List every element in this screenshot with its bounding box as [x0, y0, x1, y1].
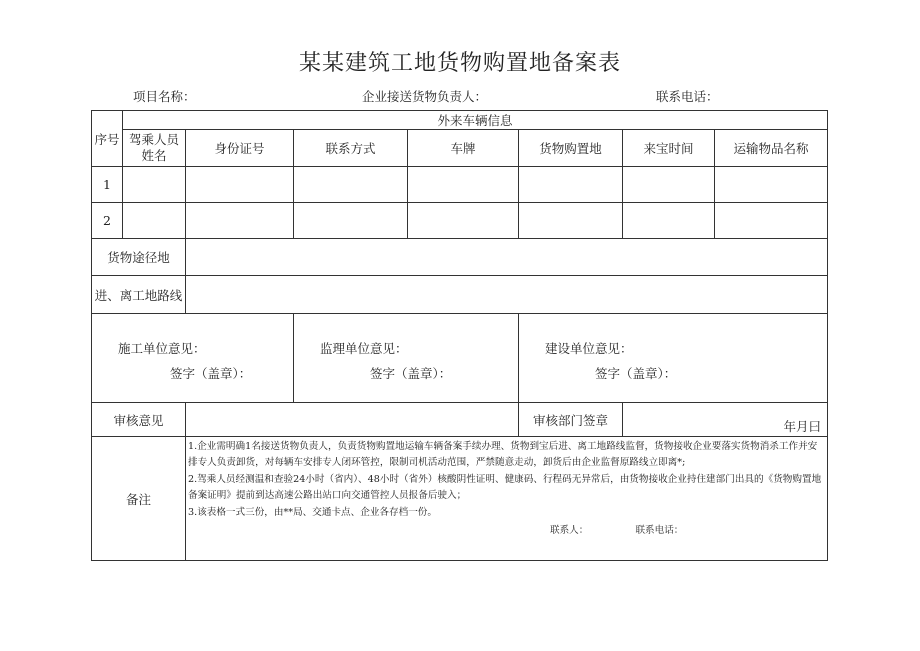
route-label: 货物途径地	[92, 239, 186, 276]
seq-header: 序号	[92, 111, 123, 167]
col-driver-name: 驾乘人员姓名	[123, 130, 186, 167]
construction-sign-label: 签字（盖章）：	[170, 366, 252, 381]
supervision-sign-label: 签字（盖章）：	[370, 366, 452, 381]
review-dept-label: 审核部门签章	[519, 403, 623, 437]
responsible-person-label: 企业接送货物负责人：	[362, 89, 488, 104]
date-label: 年月曰	[783, 419, 821, 434]
col-arrival-time: 来宝时间	[623, 130, 715, 167]
cell-goods-name[interactable]	[715, 167, 828, 203]
owner-opinion-cell[interactable]	[519, 314, 828, 403]
remark-item-3: 3.该表格一式三份，由**局、交通卡点、企业各存档一份。	[188, 506, 437, 518]
route-input[interactable]	[186, 239, 828, 276]
remarks-cell	[186, 437, 828, 561]
cell-id-number[interactable]	[186, 167, 294, 203]
site-route-label: 进、离工地路线	[92, 276, 186, 314]
cell-goods-name[interactable]	[715, 203, 828, 239]
col-contact: 联系方式	[294, 130, 408, 167]
contact-person-label: 联系人：	[550, 525, 589, 537]
remarks-label: 备注	[92, 437, 186, 561]
project-name-label: 项目名称：	[133, 89, 196, 104]
supervision-unit-label: 监理单位意见：	[320, 341, 408, 356]
registration-form-table	[91, 110, 828, 561]
contact-phone-footer-label: 联系电话：	[635, 525, 684, 537]
row-number: 1	[92, 167, 123, 203]
col-plate: 车牌	[408, 130, 519, 167]
vehicle-info-header: 外来车辆信息	[123, 111, 828, 130]
remark-item-1: 1.企业需明确1名接送货物负责人，负责货物购置地运输车辆备案手续办理、货物到宝后进、离工地路线监督，货物接收企业要落实货物消杀工作并安排专人负责卸货，对每辆车安排专人闭环管控，限制司机活动范围，严禁随意走动，卸货后由企业监督原路线立即离*;	[188, 441, 818, 469]
construction-unit-label: 施工单位意见：	[118, 341, 206, 356]
table-row	[92, 203, 828, 239]
cell-arrival-time[interactable]	[623, 203, 715, 239]
owner-sign-label: 签字（盖章）：	[595, 366, 677, 381]
cell-driver-name[interactable]	[123, 167, 186, 203]
review-dept-seal-cell[interactable]	[623, 403, 828, 437]
col-id-number: 身份证号	[186, 130, 294, 167]
cell-plate[interactable]	[408, 203, 519, 239]
cell-id-number[interactable]	[186, 203, 294, 239]
cell-purchase-place[interactable]	[519, 167, 623, 203]
cell-contact[interactable]	[294, 167, 408, 203]
review-label: 审核意见	[92, 403, 186, 437]
owner-unit-label: 建设单位意见：	[545, 341, 633, 356]
cell-contact[interactable]	[294, 203, 408, 239]
site-route-input[interactable]	[186, 276, 828, 314]
col-purchase-place: 货物购置地	[519, 130, 623, 167]
form-title: 某某建筑工地货物购置地备案表	[298, 51, 621, 76]
col-goods-name: 运输物品名称	[715, 130, 828, 167]
review-input[interactable]	[186, 403, 519, 437]
cell-plate[interactable]	[408, 167, 519, 203]
cell-purchase-place[interactable]	[519, 203, 623, 239]
cell-arrival-time[interactable]	[623, 167, 715, 203]
contact-phone-label: 联系电话：	[656, 89, 719, 104]
table-row	[92, 167, 828, 203]
supervision-opinion-cell[interactable]	[294, 314, 519, 403]
remark-item-2: 2.驾乘人员经测温和查验24小时（省内）、48小时（省外）核酸阴性证明、健康码、行程码无异常后，由货物接收企业持住建部门出具的《货物购置地备案证明》提前到达高速公路出站口向交通管控人员报备后驶入；	[188, 473, 822, 502]
construction-opinion-cell[interactable]	[92, 314, 294, 403]
row-number: 2	[92, 203, 123, 239]
cell-driver-name[interactable]	[123, 203, 186, 239]
